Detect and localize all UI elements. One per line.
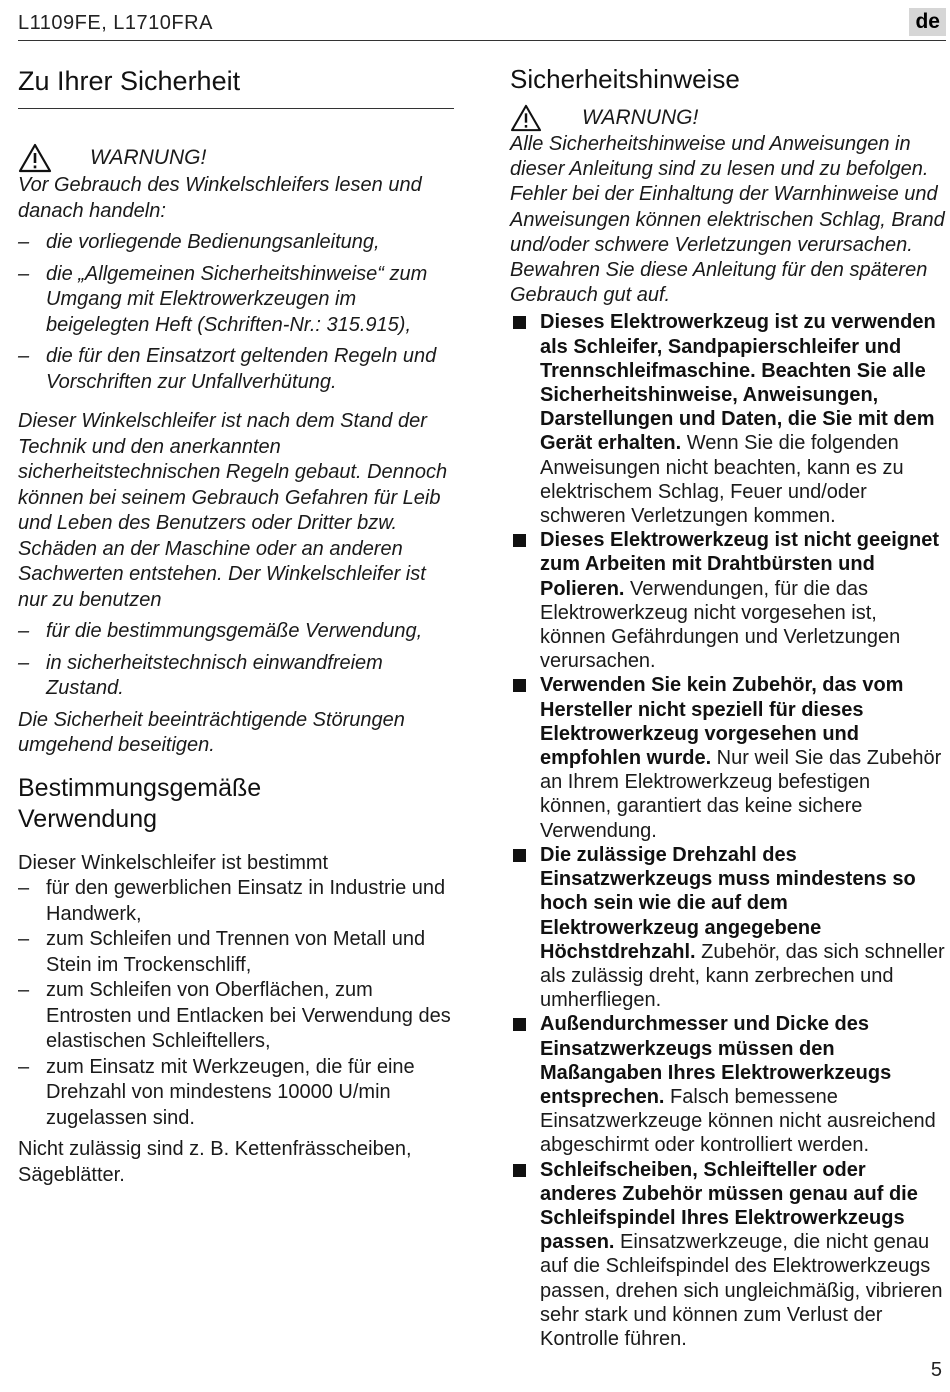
section-title-intended-use bbox=[18, 773, 454, 835]
section-title-line-1: Bestimmungsgemäße bbox=[18, 773, 262, 802]
safety-note-bold: Verwenden Sie kein Zubehör, das vom Hersteller nicht speziell für dieses Elektrowerkzeug vorgesehen und empfohlen wurde. bbox=[540, 674, 904, 770]
dash-bullet: – bbox=[18, 651, 30, 674]
safety-note-bold: Die zulässige Drehzahl des Einsatzwerkzeugs muss mindestens so hoch sein wie die auf dem Elektrowerkzeug angegebene Höchstdrehzahl. bbox=[540, 843, 916, 963]
list-item-text: die vorliegende Bedienungsanleitung, bbox=[46, 231, 380, 253]
list-item-text: zum Schleifen von Oberflächen, zum Entrosten und Entlacken bei Verwendung des elastischen Schleiftellers, bbox=[46, 979, 451, 1052]
list-item-text: für die bestimmungsgemäße Verwendung, bbox=[46, 620, 423, 642]
safety-note-text: Nur weil Sie das Zubehör an Ihrem Elektrowerkzeug befestigen können, garantiert das keine sichere Verwendung. bbox=[540, 747, 942, 842]
warning-triangle-icon bbox=[18, 143, 52, 173]
safety-note-item bbox=[510, 1158, 946, 1352]
safety-note-bold: Außendurchmesser und Dicke des Einsatzwerkzeugs müssen den Maßangaben Ihres Elektrowerkzeugs entsprechen. bbox=[540, 1013, 892, 1108]
safety-note-text: Falsch bemessene Einsatzwerkzeuge können nicht ausreichend abgeschirmt oder kontrolliert werden. bbox=[540, 1085, 936, 1157]
warning-label: WARNUNG! bbox=[90, 146, 207, 169]
document-model-header: L1109FE, L1710FRA bbox=[18, 12, 213, 34]
warning-heading bbox=[18, 143, 454, 173]
dash-bullet: – bbox=[18, 231, 30, 253]
list-item bbox=[18, 876, 454, 927]
safety-note-bold: Schleifscheiben, Schleifteller oder anderes Zubehör müssen genau auf die Schleifspindel Ihres Elektrowerkzeugs passen. bbox=[540, 1158, 918, 1254]
list-item-text: die für den Einsatzort geltenden Regeln und Vorschriften zur Unfallverhütung. bbox=[46, 345, 437, 393]
list-item-text: für den gewerblichen Einsatz in Industrie und Handwerk, bbox=[46, 877, 446, 925]
square-bullet-icon bbox=[513, 1018, 526, 1031]
intended-use-intro: Dieser Winkelschleifer ist bestimmt bbox=[18, 851, 329, 874]
section-title-line-2: Verwendung bbox=[18, 804, 158, 833]
square-bullet-icon bbox=[513, 679, 526, 692]
safety-note-text: Wenn Sie die folgenden Anweisungen nicht beachten, kann es zu elektrischem Schlag, Feuer und/oder schweren Verletzungen kommen. bbox=[540, 432, 904, 528]
square-bullet-icon bbox=[513, 849, 526, 862]
safety-note-bold: Dieses Elektrowerkzeug ist nicht geeignet zum Arbeiten mit Drahtbürsten und Polieren. bbox=[540, 529, 940, 600]
list-item-text: die „Allgemeinen Sicherheitshinweise“ zum Umgang mit Elektrowerkzeugen im beigelegten Heft (Schriften-Nr.: 315.915), bbox=[46, 262, 428, 336]
warning-intro: Vor Gebrauch des Winkelschleifers lesen und danach handeln: bbox=[18, 174, 422, 222]
list-item-text: zum Einsatz mit Werkzeugen, die für eine Drehzahl von mindestens 10000 U/min zugelassen sind. bbox=[46, 1055, 415, 1129]
warning-heading bbox=[510, 104, 946, 132]
safety-note-item bbox=[510, 673, 946, 842]
list-item-text: zum Schleifen und Trennen von Metall und Stein im Trockenschliff, bbox=[46, 928, 426, 976]
list-item bbox=[18, 651, 454, 702]
use-conditions-list bbox=[18, 619, 454, 702]
page-number: 5 bbox=[930, 1359, 942, 1381]
square-bullet-icon bbox=[513, 1164, 526, 1177]
dash-bullet: – bbox=[18, 1055, 30, 1078]
safety-notes-list bbox=[510, 310, 946, 1351]
right-column bbox=[510, 60, 946, 1351]
closing-paragraph: Die Sicherheit beeinträchtigende Störungen umgehend beseitigen. bbox=[18, 708, 405, 756]
safety-note-item bbox=[510, 528, 946, 673]
not-allowed-paragraph: Nicht zulässig sind z. B. Kettenfrässcheiben, Sägeblätter. bbox=[18, 1138, 412, 1186]
warning-triangle-icon bbox=[510, 104, 542, 132]
warning-text: Alle Sicherheitshinweise und Anweisungen in dieser Anleitung sind zu lesen und zu befolgen. Fehler bei der Einhaltung der Warnhinweise und Anweisungen können elektrischen Schlag, Brand und/oder schwere Verletzungen verursachen. Bewahren Sie diese Anleitung für den späteren Gebrauch gut auf. bbox=[510, 133, 945, 307]
header-divider bbox=[18, 40, 946, 41]
safety-note-text: Verwendungen, für die das Elektrowerkzeug nicht vorgesehen ist, können Gefährdungen und Verletzungen verursachen. bbox=[540, 577, 901, 673]
list-item bbox=[18, 927, 454, 978]
read-list bbox=[18, 230, 454, 395]
dash-bullet: – bbox=[18, 928, 30, 950]
purpose-list bbox=[18, 876, 454, 1131]
safety-note-item bbox=[510, 843, 946, 1012]
list-item bbox=[18, 262, 454, 339]
list-item bbox=[18, 230, 454, 256]
square-bullet-icon bbox=[513, 534, 526, 547]
dash-bullet: – bbox=[18, 262, 30, 285]
dash-bullet: – bbox=[18, 345, 30, 367]
language-badge: de bbox=[909, 8, 946, 36]
dash-bullet: – bbox=[18, 979, 30, 1001]
dash-bullet: – bbox=[18, 877, 30, 899]
title-divider bbox=[18, 108, 454, 109]
list-item bbox=[18, 344, 454, 395]
list-item bbox=[18, 619, 454, 645]
safety-note-bold: Dieses Elektrowerkzeug ist zu verwenden als Schleifer, Sandpapierschleifer und Trennschleifmaschine. Beachten Sie alle Sicherheitshinweise, Anweisungen, Darstellungen und Daten, die Sie mit dem Gerät erhalten. bbox=[540, 311, 936, 455]
warning-label: WARNUNG! bbox=[582, 106, 699, 129]
list-item bbox=[18, 1055, 454, 1132]
list-item-text: in sicherheitstechnisch einwandfreiem Zustand. bbox=[46, 651, 383, 699]
safety-note-item bbox=[510, 310, 946, 528]
section-title-safety-notes: Sicherheitshinweise bbox=[510, 64, 740, 94]
state-of-art-paragraph: Dieser Winkelschleifer ist nach dem Stand der Technik und den anerkannten sicherheitstechnischen Regeln gebaut. Dennoch können bei seinem Gebrauch Gefahren für Leib und Leben des Benutzers oder Dritter bzw. Schäden an der Maschine oder an anderen Sachwerten entstehen. Der Winkelschleifer ist nur zu benutzen bbox=[18, 410, 448, 611]
left-column bbox=[18, 60, 454, 1188]
list-item bbox=[18, 978, 454, 1055]
safety-note-item bbox=[510, 1012, 946, 1157]
safety-note-text: Einsatzwerkzeuge, die nicht genau auf die Schleifspindel des Elektrowerkzeugs passen, drehen sich ungleichmäßig, vibrieren sehr stark und können zum Verlust der Kontrolle führen. bbox=[540, 1231, 943, 1350]
square-bullet-icon bbox=[513, 316, 526, 329]
section-title-safety: Zu Ihrer Sicherheit bbox=[18, 66, 241, 96]
safety-note-text: Zubehör, das sich schneller als zulässig dreht, kann zerbrechen und umherfliegen. bbox=[540, 940, 945, 1012]
dash-bullet: – bbox=[18, 620, 30, 642]
